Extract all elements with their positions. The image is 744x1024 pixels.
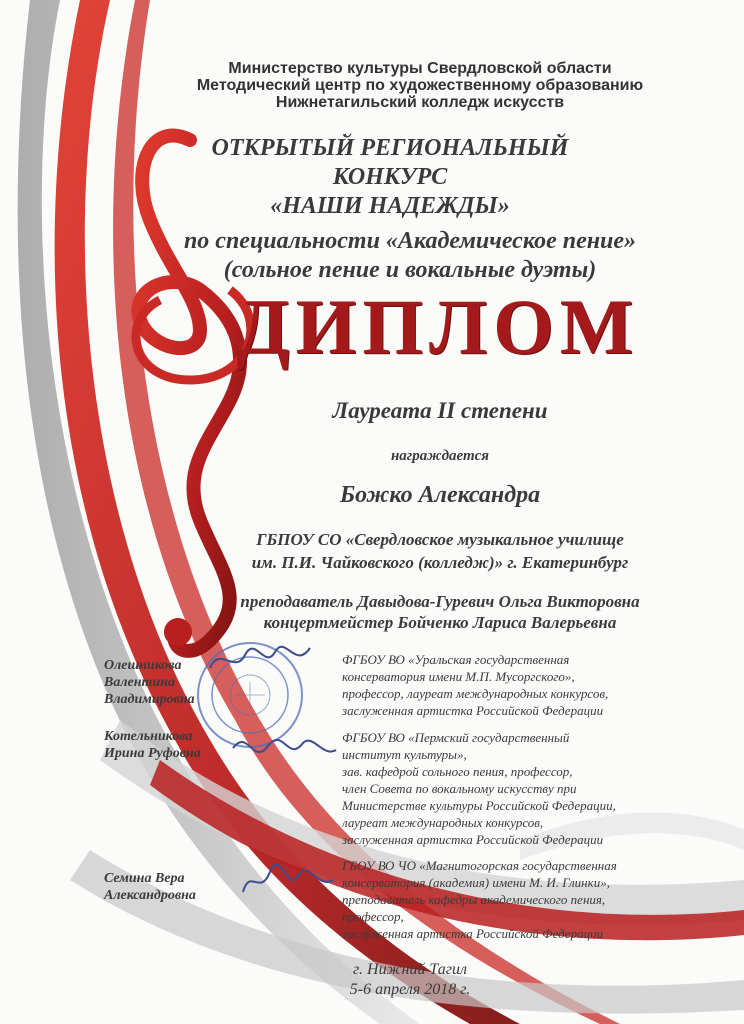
- contest-category: (сольное пение и вокальные дуэты): [223, 257, 597, 283]
- jury-desc-line: преподаватель кафедры академического пения,: [342, 892, 606, 907]
- jury-desc-line: лауреат международных конкурсов,: [342, 815, 544, 830]
- jury-name-line: Александровна: [104, 888, 196, 903]
- jury-desc-line: консерватория имени М.П. Мусоргского»,: [342, 669, 575, 684]
- college-line: Нижнетагильский колледж искусств: [275, 94, 565, 111]
- jury-desc-line: Министерстве культуры Российской Федерации,: [342, 798, 616, 813]
- footer-date: 5-6 апреля 2018 г.: [349, 981, 471, 998]
- jury-desc-2: [342, 729, 677, 848]
- jury-name-line: Семина Вера: [104, 871, 185, 886]
- jury-desc-line: член Совета по вокальному искусству при: [342, 781, 577, 796]
- laureate-degree: Лауреата II степени: [332, 398, 548, 423]
- awarded-label: награждается: [390, 448, 490, 464]
- jury-desc-line: заслуженная артистка Российской Федерации: [342, 832, 604, 847]
- jury-name-line: Валентина: [104, 675, 175, 690]
- jury-desc-line: профессор, лауреат международных конкурсов,: [342, 686, 609, 701]
- footer-city: г. Нижний Тагил: [353, 961, 467, 978]
- method-center-line: Методический центр по художественному образованию: [196, 77, 644, 94]
- contest-title-line2: КОНКУРС: [332, 164, 448, 190]
- jury-desc-line: институт культуры»,: [342, 747, 467, 762]
- diploma-title: ДИПЛОМ: [236, 283, 640, 370]
- jury-desc-line: ФГБОУ ВО «Пермский государственный: [342, 730, 570, 745]
- jury-desc-line: ФГБОУ ВО «Уральская государственная: [342, 652, 570, 667]
- jury-desc-line: консерватория (академия) имени М. И. Глинки»,: [342, 875, 610, 890]
- jury-desc-3: [342, 857, 677, 942]
- school-line2: им. П.И. Чайковского (колледж)» г. Екатеринбург: [251, 553, 629, 572]
- jury-desc-line: заслуженная артистка Российской Федерации: [342, 926, 604, 941]
- accompanist-line: концертмейстер Бойченко Лариса Валерьевна: [263, 613, 617, 632]
- signature-1: [205, 640, 315, 680]
- contest-name: «НАШИ НАДЕЖДЫ»: [270, 193, 510, 219]
- recipient-name: Божко Александра: [339, 482, 541, 508]
- signature-2: [228, 728, 338, 768]
- contest-specialty: по специальности «Академическое пение»: [183, 228, 637, 254]
- ministry-line: Министерство культуры Свердловской области: [228, 60, 612, 77]
- jury-name-3: [104, 870, 244, 904]
- jury-name-line: Олешникова: [104, 658, 182, 673]
- jury-name-line: Владимировна: [104, 692, 195, 707]
- jury-desc-line: заслуженная артистка Российской Федерации: [342, 703, 604, 718]
- jury-desc-1: [342, 651, 677, 719]
- school-line1: ГБПОУ СО «Свердловское музыкальное училище: [256, 530, 624, 549]
- teacher-line: преподаватель Давыдова-Гуревич Ольга Викторовна: [240, 592, 640, 611]
- jury-name-line: Ирина Руфовна: [104, 746, 201, 761]
- signature-3: [238, 862, 338, 902]
- jury-desc-line: зав. кафедрой сольного пения, профессор,: [342, 764, 573, 779]
- jury-name-line: Котельникова: [104, 729, 193, 744]
- jury-desc-line: профессор,: [342, 909, 404, 924]
- contest-title-line1: ОТКРЫТЫЙ РЕГИОНАЛЬНЫЙ: [211, 135, 569, 161]
- jury-desc-line: ГБОУ ВО ЧО «Магнитогорская государственная: [342, 858, 617, 873]
